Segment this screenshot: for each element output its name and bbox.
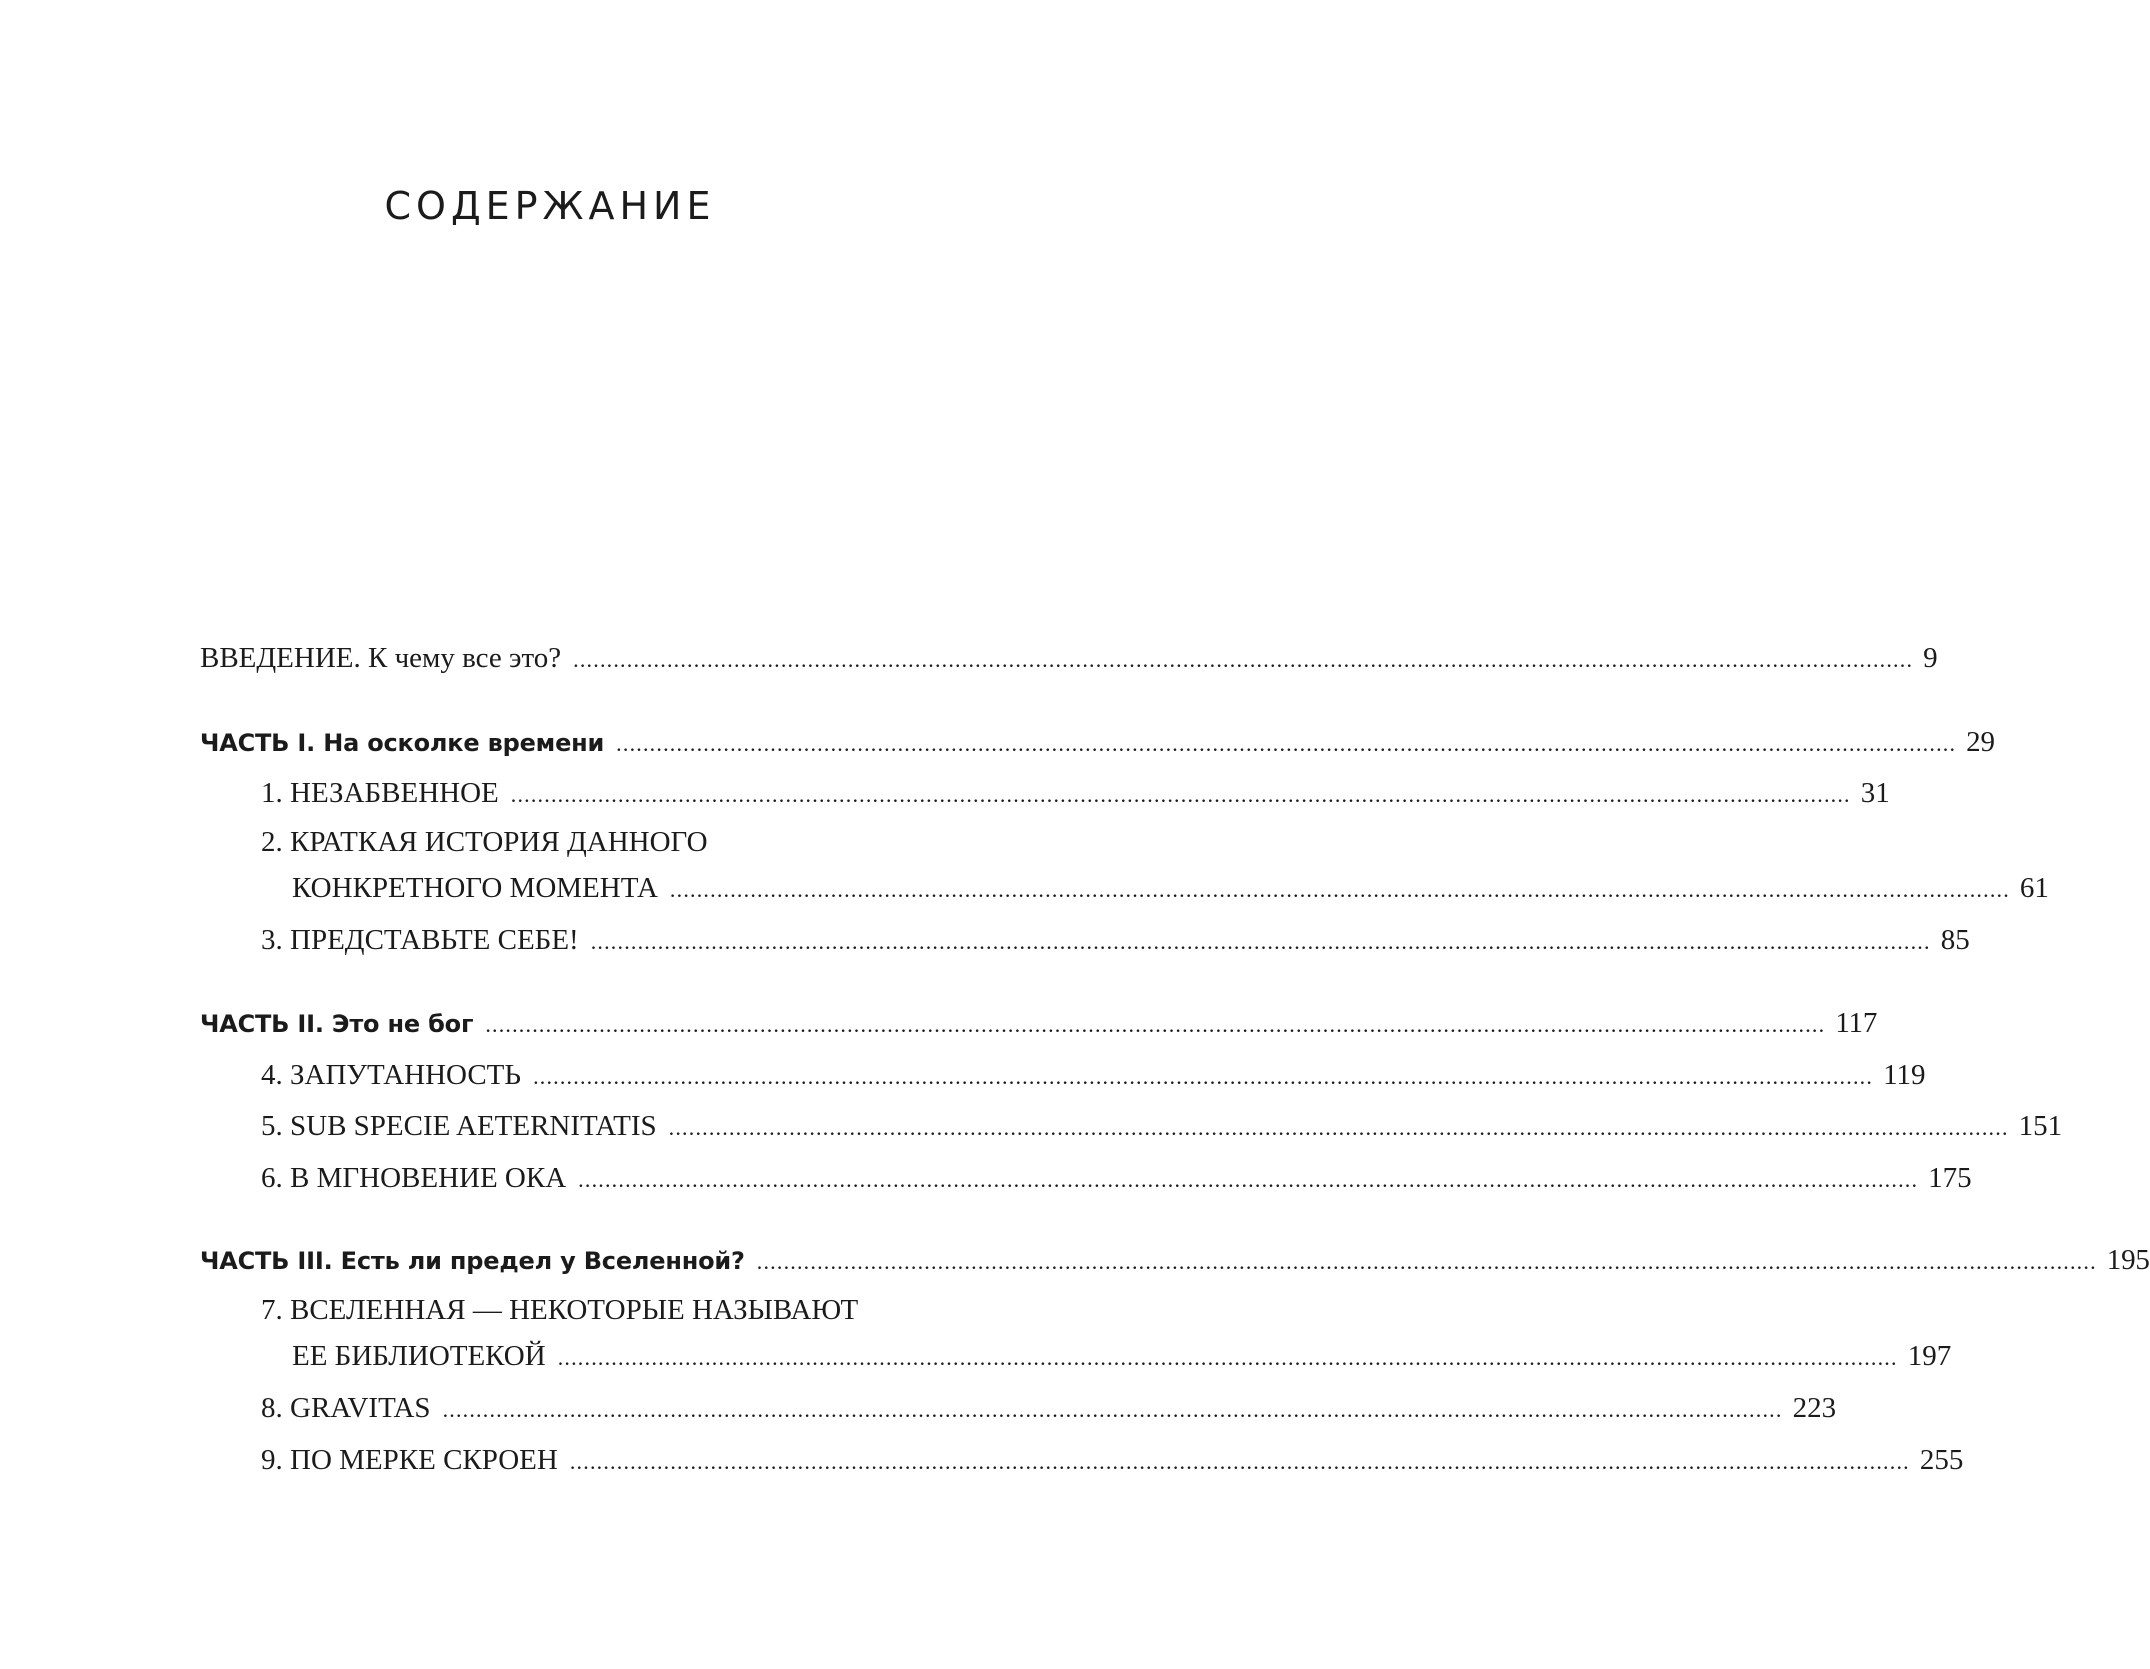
toc-page-number: 9 [1923,642,1938,674]
toc-page-number: 175 [1928,1162,1972,1194]
toc-part-2[interactable] [200,1003,1878,1043]
toc-chapter-1[interactable] [261,773,1890,813]
toc-chapter-5[interactable] [261,1106,2063,1146]
toc-entry-label: КОНКРЕТНОГО МОМЕНТА [292,872,658,904]
dot-leader: ........................................................................................................................................................................................................ [573,647,1914,672]
dot-leader: ........................................................................................................................................................................................................ [533,1064,1874,1089]
toc-chapter-9[interactable] [261,1440,1964,1480]
toc-page-number: 85 [1940,924,1970,956]
toc-entry-label: 8. GRAVITAS [261,1392,431,1424]
toc-page-number: 31 [1860,777,1890,809]
toc-entry-label: 1. НЕЗАБВЕННОЕ [261,777,499,809]
toc-chapter-7[interactable] [292,1336,1952,1376]
toc-chapter-2-title[interactable]: 2. КРАТКАЯ ИСТОРИЯ ДАННОГО [261,826,708,858]
toc-page-number: 117 [1835,1007,1878,1039]
page-title: СОДЕРЖАНИЕ [384,184,716,228]
dot-leader: ........................................................................................................................................................................................................ [485,1012,1826,1037]
dot-leader: ........................................................................................................................................................................................................ [669,877,2010,902]
toc-part-1[interactable] [200,722,1995,762]
dot-leader: ........................................................................................................................................................................................................ [569,1449,1910,1474]
toc-page-number: 197 [1907,1340,1952,1372]
toc-entry-intro[interactable] [200,638,1938,678]
toc-page-number: 119 [1883,1059,1926,1091]
dot-leader: ........................................................................................................................................................................................................ [668,1115,2009,1140]
toc-part-label: ЧАСТЬ II. Это не бог [200,1010,474,1038]
dot-leader: ........................................................................................................................................................................................................ [578,1167,1919,1192]
toc-entry-label: 3. ПРЕДСТАВЬТЕ СЕБЕ! [261,924,579,956]
toc-page-number: 195 [2106,1244,2150,1276]
toc-part-3[interactable] [200,1240,2150,1280]
dot-leader: ........................................................................................................................................................................................................ [756,1249,2097,1274]
toc-part-label: ЧАСТЬ I. На осколке времени [200,729,605,757]
toc-page-number: 255 [1919,1444,1964,1476]
toc-page-number: 223 [1792,1392,1837,1424]
toc-chapter-6[interactable] [261,1158,1972,1198]
dot-leader: ........................................................................................................................................................................................................ [616,731,1957,756]
toc-page-number: 151 [2018,1110,2063,1142]
dot-leader: ........................................................................................................................................................................................................ [557,1345,1898,1370]
toc-page-number: 29 [1966,726,1995,758]
toc-chapter-7-title[interactable]: 7. ВСЕЛЕННАЯ — НЕКОТОРЫЕ НАЗЫВАЮТ [261,1294,859,1326]
toc-entry-label: 5. SUB SPECIE AETERNITATIS [261,1110,657,1142]
toc-entry-label: 9. ПО МЕРКЕ СКРОЕН [261,1444,558,1476]
toc-part-label: ЧАСТЬ III. Есть ли предел у Вселенной? [200,1247,745,1275]
toc-entry-label: 6. В МГНОВЕНИЕ ОКА [261,1162,567,1194]
toc-entry-label: ВВЕДЕНИЕ. К чему все это? [200,642,562,674]
dot-leader: ........................................................................................................................................................................................................ [590,929,1931,954]
toc-chapter-8[interactable] [261,1388,1837,1428]
toc-entry-label: 4. ЗАПУТАННОСТЬ [261,1059,522,1091]
toc-entry-label: ЕЕ БИБЛИОТЕКОЙ [292,1340,546,1372]
toc-chapter-4[interactable] [261,1055,1926,1095]
dot-leader: ........................................................................................................................................................................................................ [510,782,1851,807]
dot-leader: ........................................................................................................................................................................................................ [442,1397,1783,1422]
toc-chapter-2[interactable] [292,868,2049,908]
toc-page-number: 61 [2019,872,2049,904]
toc-chapter-3[interactable] [261,920,1970,960]
